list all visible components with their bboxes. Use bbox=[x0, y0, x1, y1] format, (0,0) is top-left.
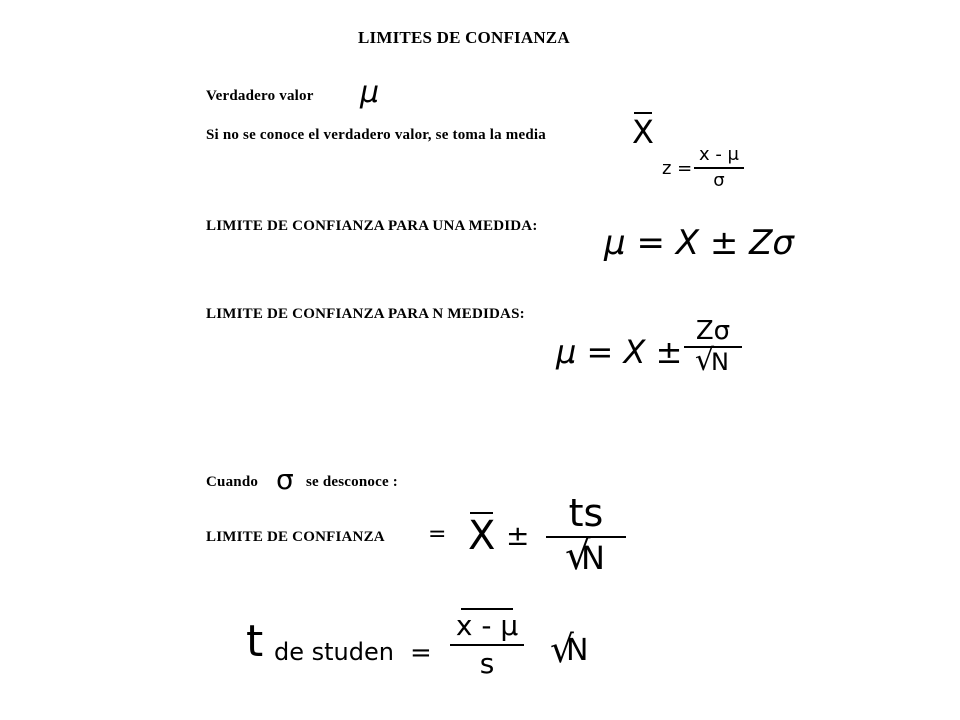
z-numerator: x - μ bbox=[698, 144, 740, 165]
limit-equals: = bbox=[428, 522, 447, 547]
sqrt-n bbox=[697, 350, 729, 374]
single-measure-heading: LIMITE DE CONFIANZA PARA UNA MEDIDA: bbox=[206, 218, 538, 234]
limit-sqrt-n bbox=[567, 539, 605, 577]
n-measures-numerator: Zσ bbox=[695, 316, 731, 346]
student-numerator-text: x - μ bbox=[455, 609, 519, 642]
n-measures-lhs: μ = X ± bbox=[556, 333, 683, 371]
n-measures-fraction bbox=[684, 318, 742, 374]
limit-numerator: ts bbox=[568, 491, 604, 535]
sigma-symbol: σ bbox=[276, 463, 294, 496]
x-bar-symbol bbox=[632, 113, 654, 151]
mu-symbol: μ bbox=[360, 75, 380, 110]
page-title: LIMITES DE CONFIANZA bbox=[358, 28, 570, 47]
limit-heading: LIMITE DE CONFIANZA bbox=[206, 529, 385, 545]
z-fraction bbox=[694, 146, 744, 190]
student-numerator bbox=[455, 609, 519, 642]
limit-mean-letter: X bbox=[468, 513, 496, 559]
student-label: de studen bbox=[274, 638, 394, 666]
student-fraction bbox=[450, 609, 524, 680]
z-lhs: z = bbox=[662, 158, 693, 179]
limit-plus-minus: ± bbox=[506, 519, 530, 552]
z-denominator: σ bbox=[713, 170, 725, 191]
mean-sentence: Si no se conoce el verdadero valor, se toma la media bbox=[206, 127, 546, 143]
student-equals: = bbox=[410, 638, 432, 668]
x-bar-letter: X bbox=[632, 113, 654, 151]
student-denominator: s bbox=[479, 647, 495, 680]
single-measure-formula: μ = X ± Zσ bbox=[604, 223, 794, 263]
limit-fraction bbox=[546, 491, 626, 577]
student-sqrt-radicand: N bbox=[566, 633, 589, 668]
z-fraction-bar bbox=[694, 167, 744, 169]
n-measures-heading: LIMITE DE CONFIANZA PARA N MEDIDAS: bbox=[206, 306, 525, 322]
limit-sqrt-radicand: N bbox=[581, 539, 605, 577]
limit-mean bbox=[468, 513, 496, 559]
n-measures-denominator bbox=[697, 350, 729, 374]
student-fraction-bar bbox=[450, 644, 524, 646]
sigma-unknown-post: se desconoce : bbox=[306, 474, 398, 490]
student-t: t bbox=[246, 616, 264, 667]
limit-denominator bbox=[567, 539, 605, 577]
student-root bbox=[552, 633, 589, 668]
student-sqrt-n bbox=[552, 633, 589, 668]
sqrt-n-radicand: N bbox=[711, 348, 729, 376]
true-value-label: Verdadero valor bbox=[206, 88, 314, 104]
sigma-unknown-pre: Cuando bbox=[206, 474, 259, 490]
